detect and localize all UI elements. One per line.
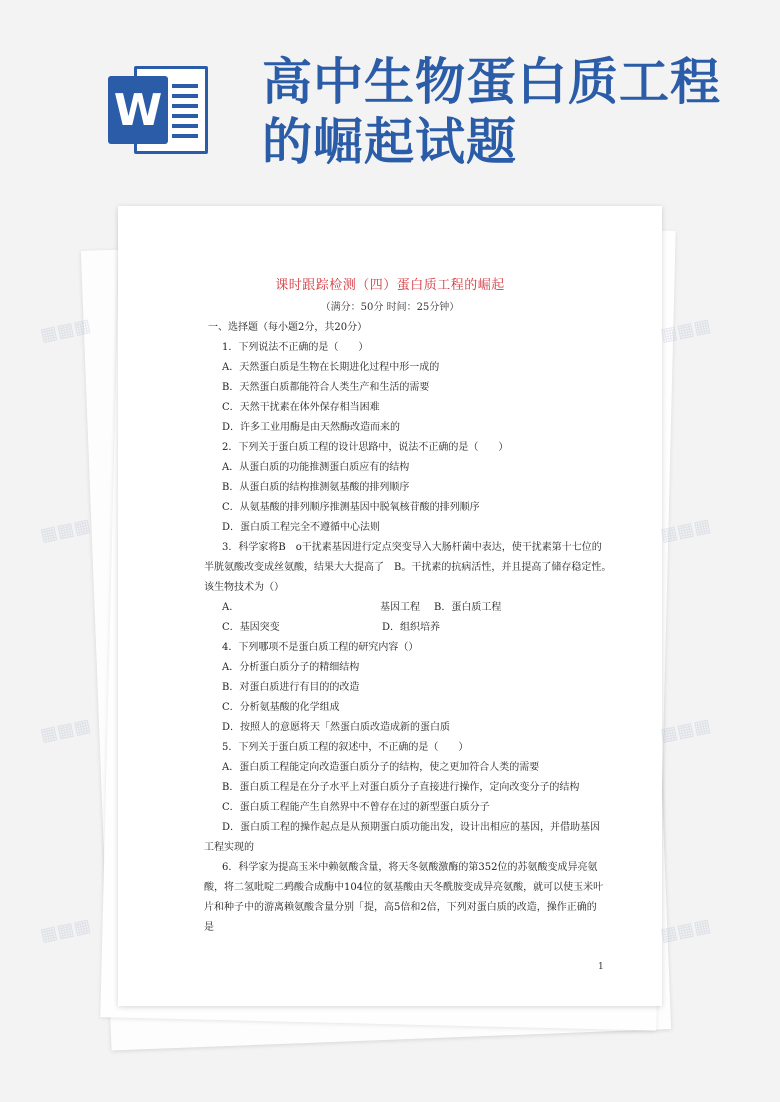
logo-line [172,84,198,88]
option-3b: B．蛋白质工程 [434,602,502,613]
option-1c: C．天然干扰素在体外保存相当困难 [222,402,380,413]
option-2b: B．从蛋白质的结构推测氨基酸的排列顺序 [222,482,410,493]
option-3a-text: 基因工程 [380,602,420,613]
option-2d: D．蛋白质工程完全不遵循中心法则 [222,522,381,533]
option-5b: B．蛋白质工程是在分子水平上对蛋白质分子直接进行操作，定向改变分子的结构 [222,782,580,793]
option-1a: A．天然蛋白质是生物在长期进化过程中形一成的 [222,362,440,373]
option-5d-line1: D．蛋白质工程的操作起点是从预期蛋白质功能出发，设计出相应的基因，并借助基因 [222,822,601,833]
option-5d-line2: 工程实现的 [204,842,254,853]
question-3-line2: 半胱氨酸改变成丝氨酸，结果大大提高了 B。干扰素的抗病活性，并且提高了储存稳定性。 [204,562,612,573]
question-6-line3: 片和种子中的游离赖氨酸含量分别「提，高5倍和2倍，下列对蛋白质的改造，操作正确的 [204,902,597,913]
question-6-line2: 酸，将二氢吡啶二鹀酸合成酶中104位的氨基酸由天冬酰胺变成异亮氨酸，就可以使玉米叶 [204,882,604,893]
watermark-mark: ▦▦▦ [658,314,713,347]
option-4d: D．按照人的意愿将天「然蛋白质改造成新的蛋白质 [222,722,451,733]
question-3-line1: 3．科学家将B o干扰素基因进行定点突变导入大肠杆菌中表达，使干扰素第十七位的 [222,542,602,553]
logo-line [172,94,198,98]
watermark-mark: ▦▦▦ [38,714,93,747]
option-5c: C．蛋白质工程能产生自然界中不曾存在过的新型蛋白质分子 [222,802,490,813]
question-3-line3: 该生物技术为（） [204,582,284,593]
section-heading: 一、选择题（每小题2分，共20分） [208,322,368,333]
document-page [118,206,662,1006]
option-4c: C．分析氨基酸的化学组成 [222,702,340,713]
watermark-mark: ▦▦▦ [38,314,93,347]
option-2a: A．从蛋白质的功能推测蛋白质应有的结构 [222,462,410,473]
option-3d: D．组织培养 [382,622,441,633]
watermark-mark: ▦▦▦ [658,514,713,547]
option-1b: B．天然蛋白质都能符合人类生产和生活的需要 [222,382,430,393]
document-subtitle: （满分：50分 时间：25分钟） [320,302,460,313]
logo-line [172,114,198,118]
watermark-mark: ▦▦▦ [658,914,713,947]
logo-line [172,104,198,108]
option-4a: A．分析蛋白质分子的精细结构 [222,662,360,673]
question-5: 5．下列关于蛋白质工程的叙述中，不正确的是（ ） [222,742,469,753]
option-4b: B．对蛋白质进行有目的的改造 [222,682,360,693]
page-number: 1 [598,962,604,972]
watermark-mark: ▦▦▦ [38,914,93,947]
logo-line [172,134,198,138]
question-1: 1．下列说法不正确的是（ ） [222,342,369,353]
word-badge: W [108,76,168,144]
watermark-mark: ▦▦▦ [38,514,93,547]
option-1d: D．许多工业用酶是由天然酶改造而来的 [222,422,401,433]
question-4: 4．下列哪项不是蛋白质工程的研究内容（） [222,642,419,653]
option-3a: A. [222,602,233,613]
question-6-line4: 是 [204,922,214,933]
option-5a: A．蛋白质工程能定向改造蛋白质分子的结构，使之更加符合人类的需要 [222,762,540,773]
question-2: 2．下列关于蛋白质工程的设计思路中，说法不正确的是（ ） [222,442,509,453]
option-2c: C．从氨基酸的排列顺序推测基因中脱氧核苷酸的排列顺序 [222,502,480,513]
question-6-line1: 6．科学家为提高玉米中赖氨酸含量，将天冬氨酸激酶的第352位的苏氨酸变成异亮氨 [222,862,598,873]
document-title: 课时跟踪检测（四）蛋白质工程的崛起 [275,278,505,293]
logo-line [172,124,198,128]
option-3c: C．基因突变 [222,622,280,633]
word-logo-icon [108,66,208,154]
watermark-mark: ▦▦▦ [658,714,713,747]
page-title: 高中生物蛋白质工程的崛起试题 [262,53,721,171]
